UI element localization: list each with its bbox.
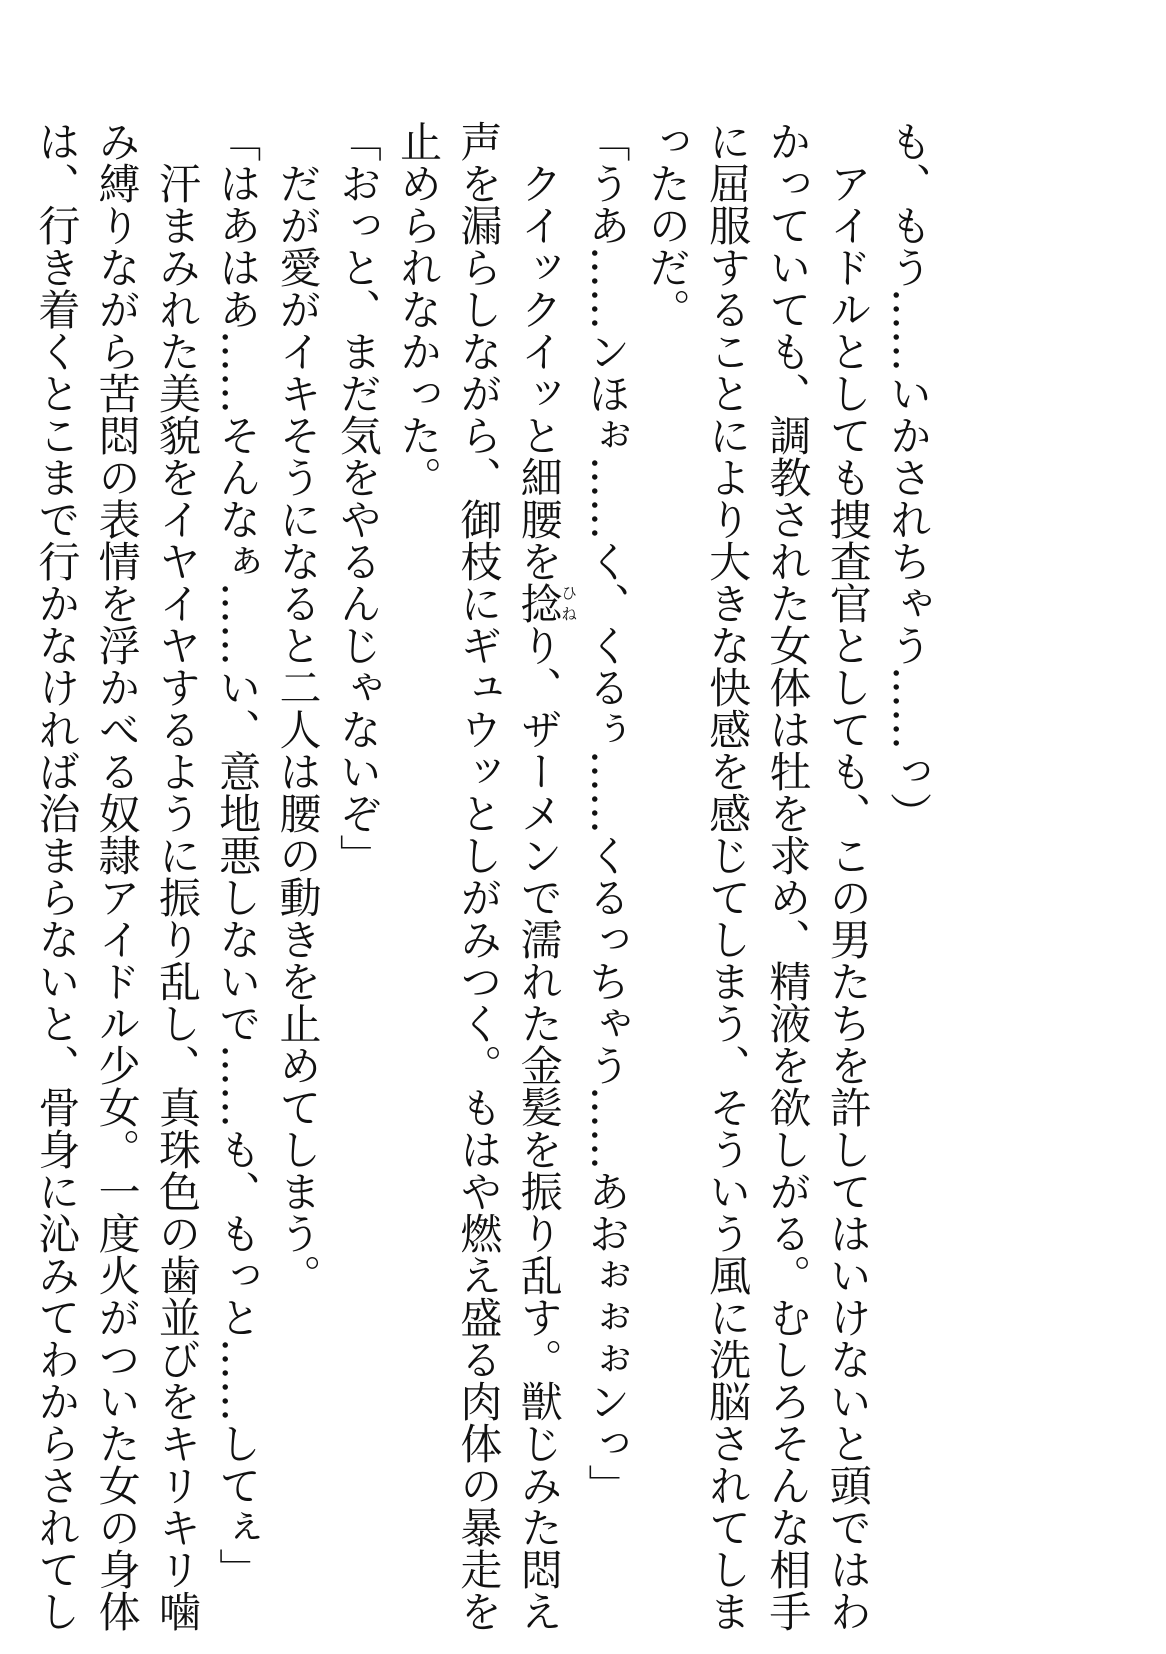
text-line: 止められなかった。	[394, 120, 444, 498]
text-line: アイドルとしても捜査官としても、この男たちを許してはいけないと頭ではわ	[823, 120, 873, 1632]
text-line: かっていても、調教された女体は牡を求め、精液を欲しがる。むしろそんな相手	[763, 120, 813, 1632]
text-line: は、行き着くとこまで行かなければ治まらないと、骨身に沁みてわからされてし	[32, 120, 82, 1632]
text-line: 「おっと、まだ気をやるんじゃないぞ」	[333, 120, 383, 876]
text-segment: クイックイッと細腰を	[514, 120, 564, 582]
text-line: 「うあ……ンほぉ……く、くるぅ……くるっちゃう……あおぉぉぉンっ」	[582, 120, 632, 1506]
text-line: み縛りながら苦悶の表情を浮かべる奴隷アイドル少女。一度火がついた女の身体	[92, 120, 142, 1632]
ruby-reading: ひね	[558, 582, 578, 624]
text-line: 汗まみれた美貌をイヤイヤするように振り乱し、真珠色の歯並びをキリキリ噛	[152, 120, 202, 1632]
ruby-word	[514, 582, 578, 624]
text-segment: り、ザーメンで濡れた金髪を振り乱す。獣じみた悶え	[514, 624, 564, 1632]
vertical-text-body	[32, 120, 938, 1632]
text-line: 「はあはあ……そんなぁ……い、意地悪しないで……も、もっと……してぇ」	[213, 120, 263, 1590]
text-line: ったのだ。	[642, 120, 692, 330]
text-line: も、もう……いかされちゃう……っ）	[884, 120, 933, 834]
text-line: に屈服することにより大きな快感を感じてしまう、そういう風に洗脳されてしま	[703, 120, 753, 1632]
text-line-with-ruby	[508, 120, 578, 1632]
text-line: 声を漏らしながら、御枝にギュウッとしがみつく。もはや燃え盛る肉体の暴走を	[454, 120, 504, 1632]
ruby-base: 捻	[514, 582, 564, 624]
text-line: だが愛がイキそうになると二人は腰の動きを止めてしまう。	[273, 120, 323, 1296]
